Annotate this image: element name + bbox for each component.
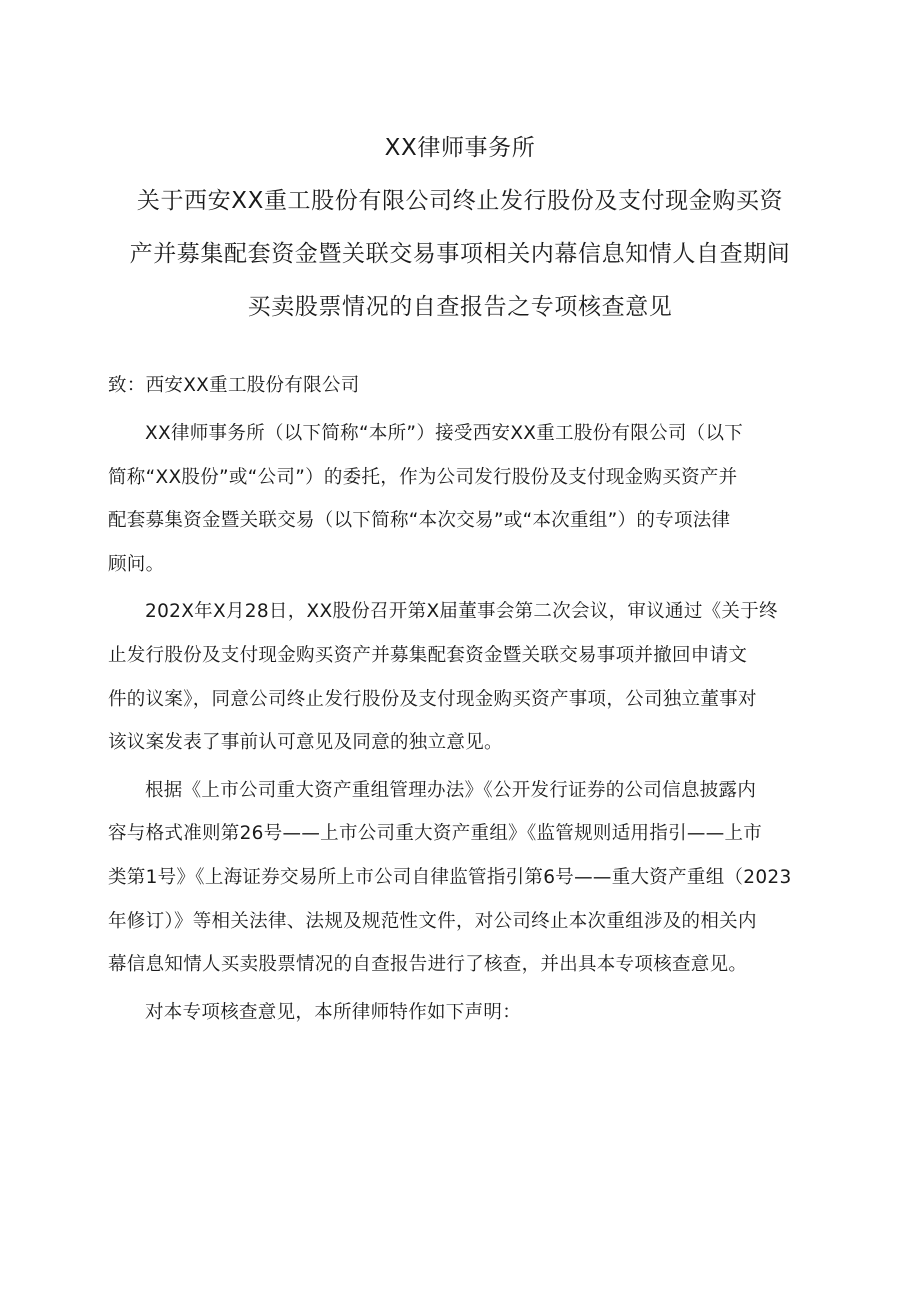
paragraph-line: 该议案发表了事前认可意见及同意的独立意见。 xyxy=(108,732,503,754)
document-title xyxy=(100,122,820,334)
title-line-2: 关于西安XX重工股份有限公司终止发行股份及支付现金购买资 xyxy=(136,188,784,214)
title-line-4: 买卖股票情况的自查报告之专项核查意见 xyxy=(247,294,673,320)
body-paragraphs xyxy=(108,412,812,1034)
paragraph-line: 根据《上市公司重大资产重组管理办法》《公开发行证券的公司信息披露内 xyxy=(145,779,757,801)
paragraph-line: 简称“XX股份”或“公司”）的委托，作为公司发行股份及支付现金购买资产并 xyxy=(108,466,738,488)
paragraph-line: 幕信息知情人买卖股票情况的自查报告进行了核查，并出具本专项核查意见。 xyxy=(108,954,748,976)
addressee-line: 致：西安XX重工股份有限公司 xyxy=(108,375,360,396)
paragraph-declaration xyxy=(108,991,812,1035)
paragraph-line: 顾问。 xyxy=(108,553,165,575)
paragraph-line: 止发行股份及支付现金购买资产并募集配套资金暨关联交易事项并撤回申请文 xyxy=(108,644,748,666)
paragraph-engagement xyxy=(108,412,812,586)
title-firm-name: XX律师事务所 xyxy=(384,135,536,161)
paragraph-line: 年修订）》等相关法律、法规及规范性文件，对公司终止本次重组涉及的相关内 xyxy=(108,910,757,932)
paragraph-line: 对本专项核查意见，本所律师特作如下声明： xyxy=(145,1001,522,1023)
title-line-3: 产并募集配套资金暨关联交易事项相关内幕信息知情人自查期间 xyxy=(129,241,791,267)
paragraph-line: XX律师事务所（以下简称“本所”）接受西安XX重工股份有限公司（以下 xyxy=(145,423,744,444)
paragraph-line: 202X年X月28日，XX股份召开第X届董事会第二次会议，审议通过《关于终 xyxy=(145,601,778,623)
paragraph-line: 容与格式准则第26号——上市公司重大资产重组》《监管规则适用指引——上市 xyxy=(108,823,763,845)
paragraph-line: 类第1号》《上海证券交易所上市公司自律监管指引第6号——重大资产重组（2023 xyxy=(108,866,792,888)
paragraph-board-meeting xyxy=(108,590,812,764)
paragraph-line: 件的议案》，同意公司终止发行股份及支付现金购买资产事项，公司独立董事对 xyxy=(108,688,757,710)
paragraph-line: 配套募集资金暨关联交易（以下简称“本次交易”或“本次重组”）的专项法律 xyxy=(108,510,731,532)
paragraph-legal-basis xyxy=(108,769,812,987)
